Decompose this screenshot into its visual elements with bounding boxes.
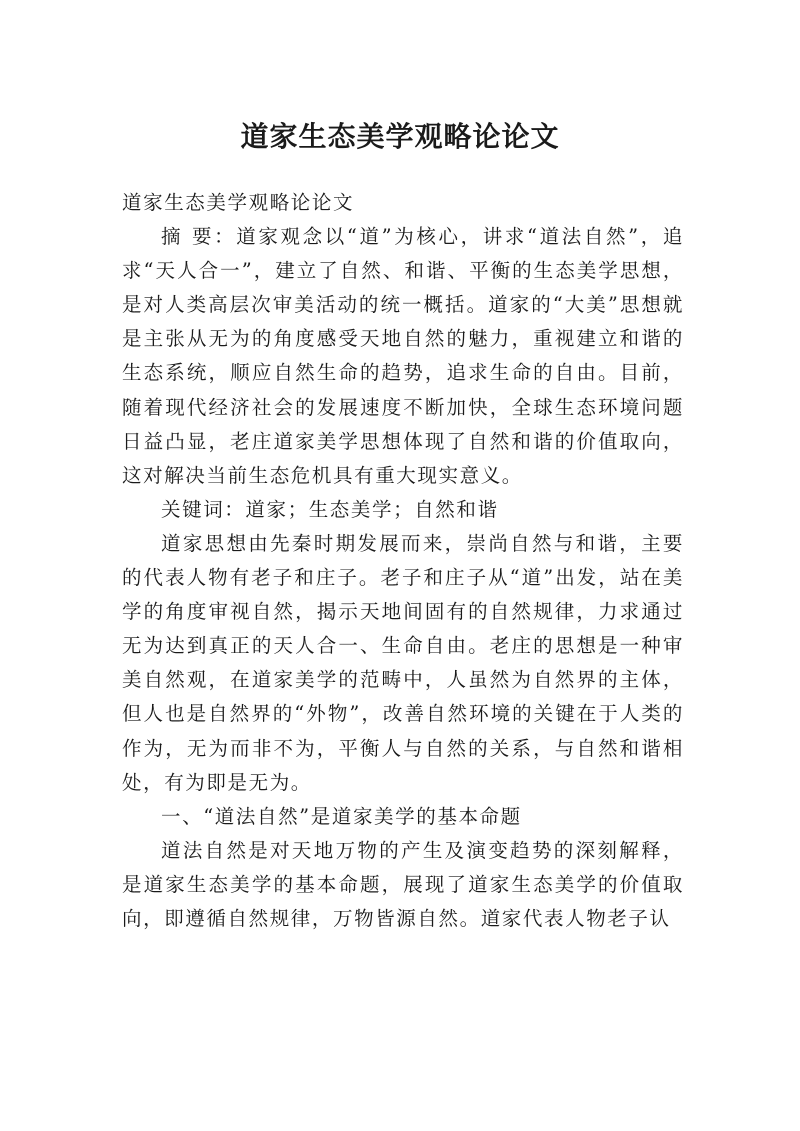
section-heading: 一、“道法自然”是道家美学的基本命题 [161,804,522,828]
abstract-paragraph: 摘 要：道家观念以“道”为核心，讲求“道法自然”，追求“天人合一”，建立了自然、和谐、平衡的生态美学思想，是对人类高层次审美活动的统一概括。道家的“大美”思想就是主张从无为的角度感受天地自然的魅力，重视建立和谐的生态系统，顺应自然生命的趋势，追求生命的自由。目前，随着现代经济社会的发展速度不断加快，全球生态环境问题日益凸显，老庄道家美学思想体现了自然和谐的价值取向，这对解决当前生态危机具有重大现实意义。 [122,225,684,487]
body-paragraph: 道家思想由先秦时期发展而来，崇尚自然与和谐，主要的代表人物有老子和庄子。老子和庄子从“道”出发，站在美学的角度审视自然，揭示天地间固有的自然规律，力求通过无为达到真正的天人合一、生命自由。老庄的思想是一种审美自然观，在道家美学的范畴中，人虽然为自然界的主体，但人也是自然界的“外物”，改善自然环境的关键在于人类的作为，无为而非不为，平衡人与自然的关系，与自然和谐相处，有为即是无为。 [122,531,684,794]
document-title: 道家生态美学观略论论文 [240,119,560,153]
document-subtitle: 道家生态美学观略论论文 [122,191,355,214]
keywords-line: 关键词：道家；生态美学；自然和谐 [161,497,499,521]
body-paragraph: 道法自然是对天地万物的产生及演变趋势的深刻解释，是道家生态美学的基本命题，展现了道家生态美学的价值取向，即遵循自然规律，万物皆源自然。道家代表人物老子认 [122,838,684,930]
document-body [122,186,684,936]
